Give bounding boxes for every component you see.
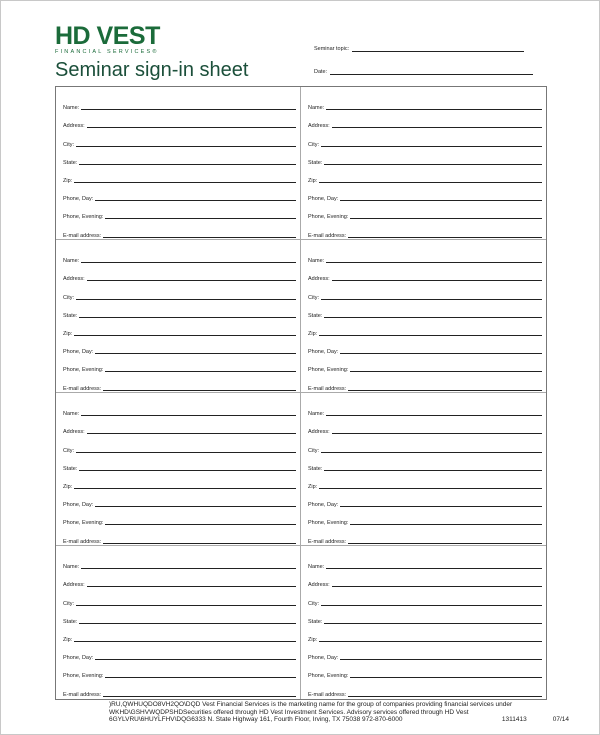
entry-field-label: Address: [63,582,85,589]
entry-field[interactable] [63,166,296,184]
entry-field[interactable] [63,570,296,588]
entry-field[interactable] [308,490,542,508]
entry-field-line[interactable] [340,659,542,660]
entry-field-label: Zip: [63,636,73,643]
entry-field-line[interactable] [87,280,296,281]
entry-field-label: Phone, Evening: [308,367,349,374]
entry-field[interactable] [63,508,296,526]
entry-field-label: Phone, Evening: [308,673,349,680]
entry-field[interactable] [308,472,542,490]
entry-field-label: Phone, Day: [308,655,339,662]
entry-field-line[interactable] [81,568,296,569]
entry-field[interactable] [308,643,542,661]
entry-field-label: E-mail address: [63,232,102,239]
entry-field-line[interactable] [350,218,542,219]
entry-field[interactable] [308,148,542,166]
entry-field-line[interactable] [319,335,542,336]
entry-field[interactable] [308,552,542,570]
entry-field[interactable] [63,246,296,264]
entry-field-label: Phone, Evening: [63,367,104,374]
entry-field-label: Phone, Evening: [63,673,104,680]
entry-field[interactable] [308,373,542,391]
entry-field-label: Address: [63,276,85,283]
entry-field[interactable] [63,643,296,661]
entry-field[interactable] [308,679,542,697]
entry-field-line[interactable] [321,605,542,606]
footer-line-2: WKHD\GSHVWQDPSHDSecurities offered through HD Vest Investment Services. Advisory services offered through HD Vest [109,708,469,716]
entry-field-line[interactable] [340,353,542,354]
entry-field[interactable] [308,435,542,453]
entry-field[interactable] [63,373,296,391]
entry-field-line[interactable] [81,109,296,110]
page-title: Seminar sign-in sheet [55,59,249,81]
entry-field-label: Address: [308,276,330,283]
entry-field-line[interactable] [95,353,296,354]
entry-field[interactable] [63,184,296,202]
entry-field-line[interactable] [95,659,296,660]
entry-field[interactable] [308,220,542,238]
entry-field-line[interactable] [105,524,296,525]
entry-field-label: City: [308,600,319,607]
entry-field-line[interactable] [76,452,296,453]
entry-field-line[interactable] [74,641,296,642]
entry-field[interactable] [63,588,296,606]
entry-field-line[interactable] [348,237,542,238]
entry-field-line[interactable] [319,182,542,183]
entry-field-label: City: [308,141,319,148]
entry-field-line[interactable] [105,218,296,219]
entry-field[interactable] [308,184,542,202]
entry-field[interactable] [63,472,296,490]
entry-field-line[interactable] [321,299,542,300]
entry-field-line[interactable] [340,506,542,507]
entry-field-line[interactable] [350,677,542,678]
entry-field-label: Phone, Evening: [63,214,104,221]
entry-field-line[interactable] [348,543,542,544]
entry-field[interactable] [63,679,296,697]
entry-field-label: Address: [63,123,85,130]
entry-field[interactable] [308,417,542,435]
entry-field[interactable] [308,319,542,337]
entry-field-line[interactable] [87,586,296,587]
entry-field-label: State: [63,618,78,625]
entry-field[interactable] [308,661,542,679]
entry-field-label: State: [308,312,323,319]
entry-field[interactable] [63,111,296,129]
entry-field-label: Address: [308,582,330,589]
entry-field[interactable] [308,625,542,643]
entry-field-line[interactable] [79,470,296,471]
entry-field-label: Phone, Day: [63,349,94,356]
entry-field-label: Name: [63,105,80,112]
entry-field[interactable] [63,282,296,300]
entry-field-label: State: [308,465,323,472]
entry-field[interactable] [308,588,542,606]
entry-field-label: Name: [308,564,325,571]
entry-field-label: Name: [308,258,325,265]
entry-field-label: City: [63,600,74,607]
entry-field-line[interactable] [332,433,542,434]
entry-field-label: E-mail address: [63,538,102,545]
entry-field-label: State: [63,465,78,472]
entry-field[interactable] [308,399,542,417]
seminar-topic-line[interactable] [352,45,524,52]
entry-field-line[interactable] [321,452,542,453]
entry-field[interactable] [63,490,296,508]
footer-line-1: )RU,QWHUQDO8VH2QO\DQD Vest Financial Services is the marketing name for the group of companies providing financial services under [109,701,513,708]
entry-field[interactable] [63,526,296,544]
entry-field-line[interactable] [76,146,296,147]
entry-field-line[interactable] [324,470,542,471]
entry-field-label: Name: [63,258,80,265]
entry-field[interactable] [63,661,296,679]
entry-field-line[interactable] [348,696,542,697]
entry-field[interactable] [63,552,296,570]
entry-field[interactable] [63,93,296,111]
attendee-entry-2 [301,87,546,240]
entry-field-label: Address: [308,429,330,436]
entry-field-label: State: [63,312,78,319]
entry-field-line[interactable] [350,524,542,525]
entry-field-line[interactable] [74,335,296,336]
entry-field[interactable] [63,220,296,238]
entry-field-line[interactable] [319,488,542,489]
entry-field-line[interactable] [81,262,296,263]
entry-field[interactable] [308,607,542,625]
entry-field-line[interactable] [79,623,296,624]
entry-field-label: Phone, Evening: [308,214,349,221]
footer-date: 07/14 [552,716,569,723]
entry-field-line[interactable] [321,146,542,147]
entry-field[interactable] [308,508,542,526]
entry-field-line[interactable] [326,415,542,416]
entry-field-label: E-mail address: [308,385,347,392]
entry-field-line[interactable] [332,280,542,281]
entry-field[interactable] [63,129,296,147]
entry-field-line[interactable] [76,605,296,606]
logo-wordmark: HD VEST [55,22,160,50]
entry-field-label: Phone, Day: [308,349,339,356]
entry-field[interactable] [308,282,542,300]
entry-field-line[interactable] [95,200,296,201]
entry-field[interactable] [308,111,542,129]
entry-field-line[interactable] [79,317,296,318]
entry-field-label: Phone, Day: [63,196,94,203]
entry-field-line[interactable] [103,543,296,544]
entry-field-label: Zip: [308,177,318,184]
entry-field-label: Zip: [308,636,318,643]
seminar-topic-field[interactable] [314,45,524,52]
entry-field-label: Zip: [63,177,73,184]
entry-field-label: Zip: [308,330,318,337]
entry-field[interactable] [308,301,542,319]
entry-field[interactable] [308,337,542,355]
entry-field[interactable] [63,337,296,355]
entry-field-label: Phone, Day: [63,502,94,509]
entry-field[interactable] [308,93,542,111]
seminar-topic-label: Seminar topic: [314,46,350,52]
entry-field-line[interactable] [319,641,542,642]
entry-field-line[interactable] [81,415,296,416]
entry-field-label: Phone, Day: [308,502,339,509]
entry-field[interactable] [308,454,542,472]
entry-field-label: City: [63,141,74,148]
attendee-entry-3 [56,240,301,393]
entry-field-line[interactable] [79,164,296,165]
attendee-entry-7 [56,546,301,699]
entry-field-line[interactable] [105,371,296,372]
attendee-entry-4 [301,240,546,393]
entry-field-label: Zip: [63,330,73,337]
entry-field-line[interactable] [350,371,542,372]
entry-field-label: E-mail address: [63,385,102,392]
attendee-entry-6 [301,393,546,546]
entry-field-label: Name: [308,411,325,418]
entry-field-line[interactable] [103,237,296,238]
entry-field-line[interactable] [103,696,296,697]
entry-field-line[interactable] [324,317,542,318]
entry-field-line[interactable] [324,164,542,165]
entry-field-label: Name: [63,411,80,418]
footer-code: 1311413 [501,716,527,723]
attendee-entry-5 [56,393,301,546]
entry-field[interactable] [308,129,542,147]
entry-field-line[interactable] [326,262,542,263]
entry-field[interactable] [308,246,542,264]
entry-field-line[interactable] [105,677,296,678]
date-field[interactable] [314,68,533,75]
entry-field[interactable] [63,355,296,373]
entry-field-line[interactable] [340,200,542,201]
date-line[interactable] [330,68,533,75]
footer-line-3: 6GYLVRU\6HUYLFHV\DQG6333 N. State Highway 161, Fourth Floor, Irving, TX 75038 972-870-6000 [109,716,403,723]
entry-field-line[interactable] [332,586,542,587]
entry-field-label: Phone, Evening: [63,520,104,527]
entry-field-line[interactable] [324,623,542,624]
entry-field-line[interactable] [332,127,542,128]
entry-field-line[interactable] [326,109,542,110]
entry-field-line[interactable] [95,506,296,507]
entry-field-label: E-mail address: [63,691,102,698]
entry-field-label: City: [308,447,319,454]
sign-in-grid [55,86,547,700]
entry-field-label: E-mail address: [308,691,347,698]
entry-field-label: Phone, Evening: [308,520,349,527]
hd-vest-logo [55,23,185,55]
entry-field[interactable] [63,417,296,435]
entry-field-line[interactable] [326,568,542,569]
entry-field-label: Name: [63,564,80,571]
entry-field-label: Phone, Day: [63,655,94,662]
entry-field[interactable] [308,264,542,282]
logo-subtitle: FINANCIAL SERVICES® [55,49,159,55]
entry-field-line[interactable] [87,127,296,128]
entry-field-label: City: [63,294,74,301]
entry-field-label: City: [63,447,74,454]
entry-field-line[interactable] [76,299,296,300]
entry-field[interactable] [63,435,296,453]
entry-field[interactable] [308,355,542,373]
entry-field-label: State: [63,159,78,166]
entry-field-label: Address: [63,429,85,436]
date-label: Date: [314,69,328,75]
entry-field-label: Zip: [63,483,73,490]
entry-field[interactable] [63,625,296,643]
attendee-entry-1 [56,87,301,240]
entry-field[interactable] [63,301,296,319]
entry-field[interactable] [63,399,296,417]
entry-field[interactable] [308,202,542,220]
entry-field-line[interactable] [348,390,542,391]
entry-field[interactable] [63,607,296,625]
entry-field[interactable] [308,526,542,544]
entry-field[interactable] [63,319,296,337]
entry-field[interactable] [63,148,296,166]
entry-field[interactable] [63,264,296,282]
entry-field-label: E-mail address: [308,232,347,239]
entry-field-line[interactable] [103,390,296,391]
entry-field-label: State: [308,618,323,625]
entry-field[interactable] [308,166,542,184]
entry-field[interactable] [308,570,542,588]
entry-field-label: State: [308,159,323,166]
entry-field-line[interactable] [87,433,296,434]
footer-disclaimer [109,701,569,724]
entry-field-label: Address: [308,123,330,130]
entry-field[interactable] [63,454,296,472]
attendee-entry-8 [301,546,546,699]
entry-field-line[interactable] [74,488,296,489]
entry-field-label: City: [308,294,319,301]
entry-field-label: Zip: [308,483,318,490]
entry-field-label: E-mail address: [308,538,347,545]
entry-field-label: Name: [308,105,325,112]
entry-field-line[interactable] [74,182,296,183]
entry-field[interactable] [63,202,296,220]
entry-field-label: Phone, Day: [308,196,339,203]
